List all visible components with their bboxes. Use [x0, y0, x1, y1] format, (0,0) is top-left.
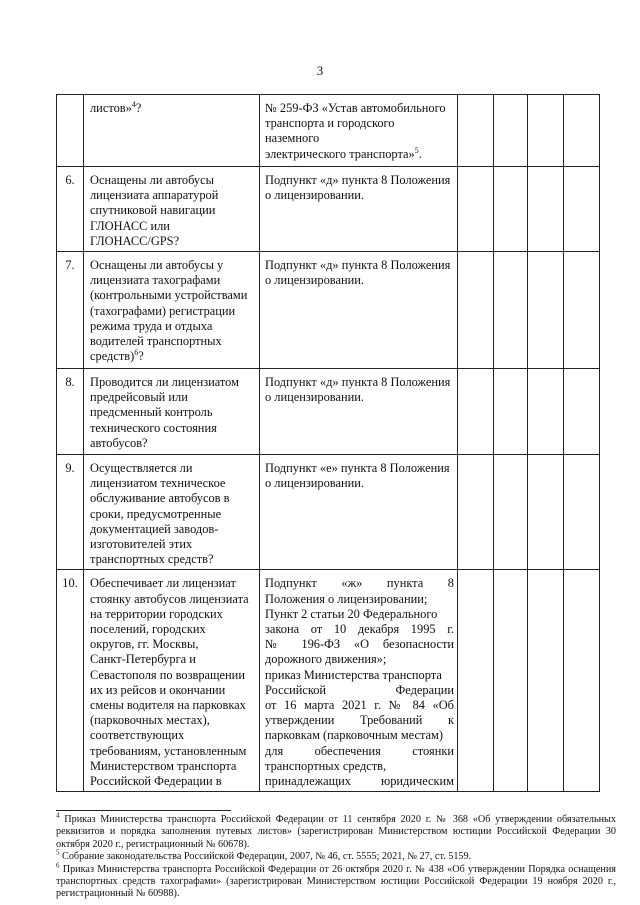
question-line: [90, 304, 255, 319]
reference-line: [265, 713, 454, 728]
legal-reference-cell: [260, 252, 458, 369]
question-text: документацией заводов-: [90, 521, 219, 536]
empty-answer-cell: [528, 369, 564, 455]
question-line: [90, 461, 255, 476]
footnote-mark: 4: [131, 99, 136, 109]
row-number: 9.: [57, 455, 84, 570]
reference-line: [265, 173, 454, 188]
question-line: [90, 405, 255, 420]
reference-line: [265, 607, 454, 622]
empty-answer-cell: [494, 252, 528, 369]
reference-line: [265, 637, 454, 652]
row-number: 6.: [57, 167, 84, 252]
empty-answer-cell: [528, 167, 564, 252]
question-text: предсменный контроль: [90, 405, 213, 420]
question-cell: [84, 252, 260, 369]
question-line: [90, 507, 255, 522]
question-text: лицензиатом техническое: [90, 476, 226, 491]
question-suffix: ?: [135, 101, 142, 115]
reference-text: о лицензировании.: [265, 273, 364, 288]
question-cell: [84, 455, 260, 570]
question-line: [90, 203, 255, 218]
reference-text: о лицензировании.: [265, 390, 364, 405]
question-text: предрейсовый или: [90, 390, 188, 405]
question-text: водителей транспортных: [90, 334, 222, 349]
footnote-text: Приказ Министерства транспорта Российской Федерации от 11 сентября 2020 г. № 368 «Об утверждении обязательных реквизитов и порядка заполнения путевых листов» (зарегистрирован Министерством юстиции Российской Федерации 30 октября 2020 г., регистрационный № 60678).: [56, 814, 616, 850]
footnote-text: Приказ Министерства транспорта Российской Федерации от 26 октября 2020 г. № 438 «Об утверждении Порядка оснащения транспортных средств тахографами» (зарегистрирован Министерством юстиции Российской Федерации 19 ноября 2020 г., регистрационный № 60988).: [56, 863, 616, 900]
reference-line: [265, 744, 454, 759]
question-text: сроки, предусмотренные: [90, 506, 222, 521]
question-line: [90, 421, 255, 436]
reference-line: [265, 576, 454, 591]
reference-line: [265, 668, 454, 683]
reference-line: [265, 698, 454, 713]
question-text: листов»: [90, 101, 132, 115]
question-line: [90, 537, 255, 552]
table-row: [57, 369, 600, 455]
question-line: [90, 258, 255, 273]
checklist-table: [56, 94, 600, 792]
empty-answer-cell: [458, 570, 494, 792]
question-line: [90, 622, 255, 637]
question-text: (парковочных местах),: [90, 713, 210, 728]
empty-answer-cell: [494, 455, 528, 570]
question-text: режима труда и отдыха: [90, 318, 213, 333]
reference-text: электрического транспорта»: [265, 146, 415, 161]
footnote: [56, 861, 616, 901]
question-line: [90, 759, 255, 774]
empty-answer-cell: [564, 95, 600, 167]
reference-text: утверждении Требований к: [265, 713, 454, 728]
question-text: транспортных средств?: [90, 552, 214, 567]
question-line: [90, 668, 255, 683]
question-text: поселений, городских: [90, 622, 206, 637]
question-line: [90, 476, 255, 491]
question-text: Оснащены ли автобусы у: [90, 258, 224, 273]
empty-answer-cell: [528, 455, 564, 570]
reference-line: [265, 592, 454, 607]
row-number: 7.: [57, 252, 84, 369]
reference-text: для обеспечения стоянки: [265, 743, 454, 758]
reference-line: [265, 683, 454, 698]
reference-text: наземного: [265, 131, 320, 146]
question-line: [90, 188, 255, 203]
footnote: [56, 848, 616, 863]
reference-line: [265, 622, 454, 637]
question-text: Министерством транспорта: [90, 758, 237, 773]
question-cell: [84, 167, 260, 252]
table-row: [57, 455, 600, 570]
empty-answer-cell: [528, 570, 564, 792]
empty-answer-cell: [564, 570, 600, 792]
question-text: Обеспечивает ли лицензиат: [90, 576, 236, 591]
question-line: [90, 491, 255, 506]
question-line: [90, 552, 255, 567]
page-number: 3: [316, 63, 324, 78]
reference-text: № 196-ФЗ «О безопасности: [265, 637, 454, 652]
question-cell: [84, 95, 260, 167]
empty-answer-cell: [564, 455, 600, 570]
question-text: (контрольными устройствами: [90, 288, 248, 303]
reference-text: транспортных средств,: [265, 758, 387, 773]
reference-text: № 259-ФЗ «Устав автомобильного: [265, 101, 446, 115]
question-text: (тахографами) регистрации: [90, 303, 236, 318]
reference-text: о лицензировании.: [265, 476, 364, 491]
question-text: Осуществляется ли: [90, 461, 193, 476]
legal-reference-cell: [260, 369, 458, 455]
question-line: [90, 607, 255, 622]
question-line: [90, 319, 255, 334]
row-number: [57, 95, 84, 167]
reference-line: [265, 375, 454, 390]
empty-answer-cell: [564, 369, 600, 455]
reference-line: [265, 652, 454, 667]
question-text: соответствующих: [90, 728, 185, 743]
reference-line: [265, 188, 454, 203]
empty-answer-cell: [458, 95, 494, 167]
question-line: [90, 637, 255, 652]
question-line: [90, 744, 255, 759]
reference-text: Подпункт «е» пункта 8 Положения: [265, 461, 450, 476]
question-line: [90, 390, 255, 405]
question-line: [90, 713, 255, 728]
footnote-number: 6: [56, 861, 60, 870]
empty-answer-cell: [458, 252, 494, 369]
reference-line: [265, 728, 454, 743]
question-line: [90, 219, 255, 234]
question-line: [90, 522, 255, 537]
reference-text: от 16 марта 2021 г. № 84 «Об: [265, 698, 454, 713]
question-text: автобусов?: [90, 435, 148, 450]
reference-line: [265, 258, 454, 273]
reference-text: Подпункт «д» пункта 8 Положения: [265, 375, 451, 390]
table-row: [57, 95, 600, 167]
question-line: [90, 774, 255, 789]
footnotes: [56, 811, 616, 901]
footnote-mark: 5: [414, 145, 419, 155]
question-text: средств): [90, 349, 135, 364]
empty-answer-cell: [494, 570, 528, 792]
empty-answer-cell: [494, 167, 528, 252]
question-text: технического состояния: [90, 420, 217, 435]
empty-answer-cell: [458, 167, 494, 252]
question-line: [90, 683, 255, 698]
question-text: Оснащены ли автобусы: [90, 173, 214, 187]
reference-line: [265, 476, 454, 491]
reference-line: [265, 759, 454, 774]
reference-text: закона от 10 декабря 1995 г.: [265, 622, 454, 637]
reference-line: [265, 390, 454, 405]
reference-line: [265, 116, 454, 131]
question-text: лицензиата аппаратурой: [90, 188, 219, 203]
question-text: Санкт-Петербурга и: [90, 652, 196, 667]
row-number: 8.: [57, 369, 84, 455]
table-row: [57, 570, 600, 792]
question-line: [90, 375, 255, 390]
reference-text: приказ Министерства транспорта: [265, 667, 442, 682]
question-line: [90, 288, 255, 303]
reference-line: [265, 101, 454, 116]
reference-line: [265, 461, 454, 476]
question-line: [90, 728, 255, 743]
reference-line: [265, 131, 454, 146]
reference-line: [265, 774, 454, 789]
empty-answer-cell: [458, 455, 494, 570]
legal-reference-cell: [260, 570, 458, 792]
question-suffix: ?: [138, 349, 144, 364]
question-text: стоянку автобусов лицензиата: [90, 591, 249, 606]
legal-reference-cell: [260, 95, 458, 167]
reference-text: о лицензировании.: [265, 188, 364, 203]
row-number: 10.: [57, 570, 84, 792]
question-text: Российской Федерации в: [90, 774, 222, 789]
reference-text: парковкам (парковочным местам): [265, 728, 444, 743]
reference-line: [265, 147, 454, 162]
question-line: [90, 592, 255, 607]
question-line: [90, 234, 255, 249]
empty-answer-cell: [458, 369, 494, 455]
question-line: [90, 173, 255, 188]
empty-answer-cell: [528, 252, 564, 369]
question-text: Севастополя по возвращении: [90, 667, 245, 682]
question-line: [90, 334, 255, 349]
question-line: [90, 652, 255, 667]
empty-answer-cell: [564, 252, 600, 369]
footnote-text: Собрание законодательства Российской Федерации, 2007, № 46, ст. 5555; 2021, № 27, ст. 5159.: [59, 851, 472, 863]
question-cell: [84, 570, 260, 792]
question-line: [90, 436, 255, 451]
question-line: [90, 273, 255, 288]
question-text: изготовителей этих: [90, 537, 193, 552]
question-line: [90, 576, 255, 591]
question-line: [90, 698, 255, 713]
reference-text: Подпункт «д» пункта 8 Положения: [265, 173, 451, 187]
reference-text: Подпункт «ж» пункта 8: [265, 576, 454, 591]
question-text: ГЛОНАСС или: [90, 218, 170, 233]
question-text: их из рейсов и окончании: [90, 682, 226, 697]
footnote-number: 5: [56, 848, 60, 857]
question-line: [90, 101, 255, 116]
reference-text: Пункт 2 статьи 20 Федерального: [265, 606, 438, 621]
question-text: смены водителя на парковках: [90, 698, 246, 713]
empty-answer-cell: [528, 95, 564, 167]
reference-text: Российской Федерации: [265, 682, 454, 697]
empty-answer-cell: [494, 369, 528, 455]
reference-line: [265, 273, 454, 288]
footnote-separator: [56, 810, 231, 811]
reference-text: Положения о лицензировании;: [265, 591, 428, 606]
reference-suffix: .: [418, 146, 422, 161]
table-row: [57, 252, 600, 369]
question-text: Проводится ли лицензиатом: [90, 375, 239, 390]
question-text: обслуживание автобусов в: [90, 491, 230, 506]
reference-text: дорожного движения»;: [265, 652, 387, 667]
legal-reference-cell: [260, 167, 458, 252]
question-text: ГЛОНАСС/GPS?: [90, 233, 180, 248]
question-cell: [84, 369, 260, 455]
footnote-number: 4: [56, 811, 60, 820]
table-row: [57, 167, 600, 252]
empty-answer-cell: [564, 167, 600, 252]
reference-text: Подпункт «д» пункта 8 Положения: [265, 258, 451, 273]
question-text: спутниковой навигации: [90, 203, 216, 218]
question-text: лицензиата тахографами: [90, 273, 221, 288]
reference-text: транспорта и городского: [265, 116, 395, 131]
empty-answer-cell: [494, 95, 528, 167]
footnote: [56, 811, 616, 851]
question-text: требованиям, установленным: [90, 743, 247, 758]
legal-reference-cell: [260, 455, 458, 570]
question-line: [90, 349, 255, 364]
reference-text: принадлежащих юридическим: [265, 774, 454, 789]
question-text: округов, гг. Москвы,: [90, 637, 199, 652]
footnote-mark: 6: [134, 348, 139, 358]
question-text: на территории городских: [90, 606, 223, 621]
